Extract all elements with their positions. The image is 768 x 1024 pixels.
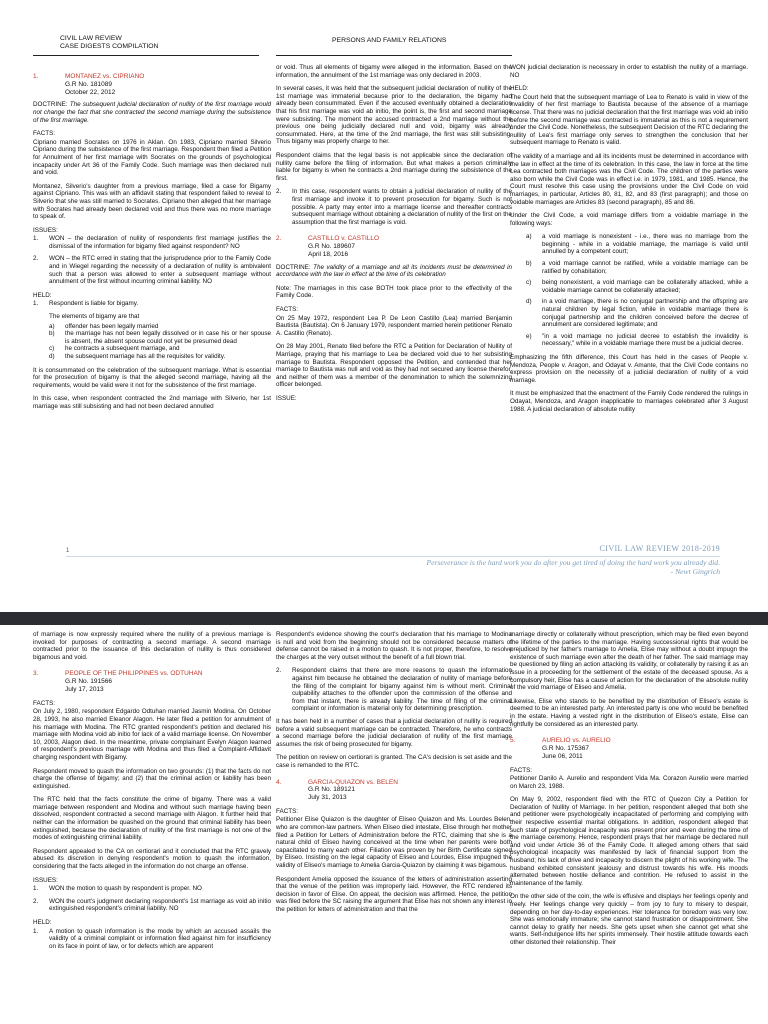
page-footer bbox=[0, 544, 768, 612]
header-subtitle: CASE DIGESTS COMPILATION bbox=[60, 43, 159, 50]
column-3: WON judicial declaration is necessary in order to establish the nullity of a marriage. NO HELD: The Court held that the subsequent marriage of Lea to Renato is valid in view of the invalidity of her first marriage to Bautista because of the absence of a marriage license. That there was no judicial declaration that the first marriage was void ab initio before the second marriage was contracted is immaterial as this is not a requirement under the Civil Code. Nonetheless, the subsequent Decision of the RTC declaring the nullity of Lea's first marriage only serves to strengthen the conclusion that her subsequent marriage to Renato is valid. The validity of a marriage and all its incidents must be determined in accordance with the law in effect at the time of its celebration. In this case, the law in force at the time Lea contracted both marriages was the Civil Code. The children of the parties were also born while the Civil Code was in effect i.e. in 1979, 1981, and 1985. Hence, the Court must resolve this case using the provisions under the Civil Code on void marriages, in particular, Articles 80, 81, 82, and 83 (first paragraph); and those on voidable marriages are Articles 83 (second paragraph), 85 and 86. Under the Civil Code, a void marriage differs from a voidable marriage in the following ways: a) a void marriage is nonexistent - i.e., there was no marriage from the beginning - while in a voidable marriage, the marriage is valid until annulled by a competent court; b) a void marriage cannot be ratified, while a voidable marriage can be ratified by cohabitation; c) being nonexistent, a void marriage can be collaterally attacked, while a voidable marriage cannot be collaterally attacked; d) in a void marriage, there is no conjugal partnership and the offspring are natural children by legal fiction, while in voidable marriage there is conjugal partnership and the children conceived before the decree of annulment are considered legitimate; and e) "in a void marriage no judicial decree to establish the invalidity is necessary," while in a voidable marriage there must be a judicial decree. Emphasizing the fifth difference, this Court has held in the cases of People v. Mendoza, People v. Aragon, and Odayat v. Amante, that the Civil Code contains no express provision on the necessity of a judicial declaration of nullity of a void marriage. It must be emphasized that the enactment of the Family Code rendered the rulings in Odayat, Mendoza, and Aragon inapplicable to marriages celebrated after 3 August 1988. A judicial declaration of absolute nullity bbox=[510, 64, 748, 413]
case-heading-2: 2. CASTILLO v. CASTILLO G.R No. 189607 April 18, 2016 bbox=[276, 235, 380, 258]
case-heading-3: 3. PEOPLE OF THE PHILIPPINES vs. ODTUHAN G.R No. 191566 July 17, 2013 bbox=[33, 670, 203, 693]
header-title: CIVIL LAW REVIEW bbox=[60, 35, 122, 42]
case-title: PEOPLE OF THE PHILIPPINES vs. ODTUHAN bbox=[65, 670, 203, 678]
case-title: MONTANEZ vs. CIPRIANO bbox=[65, 73, 145, 80]
column-3: marriage directly or collaterally without prescription, which may be filed even beyond the lifetime of the parties to the marriage. Having successional rights that would be prejudiced by her father's marriage to Amelia, Elise may without a doubt impugn the existence of such marriage even after the death of her father. The said marriage may be questioned by filing an action attacking its validity, or collaterally by raising it as an issue in a proceeding for the settlement of the estate of the deceased spouse. As a compulsory heir, Elise has a cause of action for the declaration of the absolute nullity of the void marriage of Eliseo and Amelia. Likewise, Elise who stands to be benefited by the distribution of Eliseo's estate is deemed to be an interested party. An interested party is one who would be benefited in the estate. Having a vested right in the distribution of Eliseo's estate, Elise can rightfully be considered as an interested party. 5. AURELIO vs. AURELIO G.R No. 175367 June 06, 2011 FACTS: Petitioner Danilo A. Aurelio and respondent Vida Ma. Corazon Aurelio were married on March 23, 1988. On May 9, 2002, respondent filed with the RTC of Quezon City a Petition for Declaration of Nullity of Marriage. In her petition, respondent alleged that both she and petitioner were psychologically incapacitated of performing and complying with their respective essential marital obligations. In addition, respondent alleged that such state of psychological incapacity was present prior and even during the time of the marriage ceremony. Hence, respondent prays that her marriage be declared null and void under Article 36 of the Family Code. It alleged among others that said psychological incapacity was manifested by lack of financial support from the husband; his lack of drive and incapacity to discern the plight of his working wife. The husband exhibited consistent jealousy and distrust towards his wife. His moods alternated between hostile defiance and contrition. He refused to assist in the maintenance of the family. On the other side of the coin, the wife is effusive and displays her feelings openly and freely. Her feelings change very quickly – from joy to fury to misery to despair, depending on her day-to-day experiences. Her tolerance for boredom was very low. She was emotionally immature; she cannot stand frustration or disappointment. She cannot delay to gratify her needs. She gets upset when she cannot get what she wants. Self-indulgence lifts her spirits immensely. Their hostile attitude towards each other distorted their relationship. Their bbox=[510, 631, 748, 946]
case-title: AURELIO vs. AURELIO bbox=[542, 737, 611, 745]
header-left bbox=[60, 35, 158, 51]
header-rule-center bbox=[276, 55, 512, 56]
page-number: 1 bbox=[66, 548, 70, 554]
doctrine: DOCTRINE: The subsequent judicial declaration of nullity of the first marriage would not change the fact that she contracted the second marriage during the subsistence of the first marriage. bbox=[33, 101, 272, 124]
header-rule-left bbox=[33, 55, 259, 56]
header-center: PERSONS AND FAMILY RELATIONS bbox=[332, 37, 447, 44]
doctrine: DOCTRINE: The validity of a marriage and all its incidents must be determined in accordance with the law in effect at the time of its celebration bbox=[276, 263, 513, 279]
footer-rule bbox=[66, 556, 720, 557]
case-title: CASTILLO v. CASTILLO bbox=[308, 235, 380, 243]
document-page-2 bbox=[0, 625, 768, 1024]
column-1: of marriage is now expressly required where the nullity of a previous marriage is invoked for purposes of contracting a second marriage. A second marriage contracted prior to the issuance of this declaration of nullity is thus considered bigamous and void. 3. PEOPLE OF THE PHILIPPINES vs. ODTUHAN G.R No. 191566 July 17, 2013 FACTS: On July 2, 1980, respondent Edgardo Odtuhan married Jasmin Modina. On October 28, 1993, he also married Eleanor Alagon. He later filed a petition for annulment of his marriage with Modina. The RTC granted respondent's petition and declared his marriage with Modina void ab initio for lack of a valid marriage license. On November 10, 2003, Alagon died. In the meantime, private complainant Evelyn Alagon learned of respondent's previous marriage with Modina and thus filed a Complaint-Affidavit charging respondent with Bigamy. Respondent moved to quash the information on two grounds: (1) that the facts do not charge the offense of bigamy; and (2) that the criminal action or liability has been extinguished. The RTC held that the facts constitute the crime of bigamy. There was a valid marriage between respondent and Modina and without such marriage having been dissolved, respondent contracted a second marriage with Alagon. It further held that neither can the information be quashed on the ground that criminal liability has been extinguished, because the declaration of nullity of the first marriage is not one of the modes of extinguishing criminal liability. Respondent appealed to the CA on certiorari and it concluded that the RTC gravely abused its discretion in denying respondent's motion to quash the information, considering that the facts alleged in the information do not charge an offense. ISSUES: 1. WON the motion to quash by respondent is proper. NO 2. WON the court's judgment declaring respondent's 1st marriage as void ab initio extinguished respondent's criminal liability. NO HELD: 1. A motion to quash information is the mode by which an accused assails the validity of a criminal complaint or information filed against him for insufficiency on its face in point of law, or for defects which are apparent bbox=[33, 631, 271, 950]
column-2: or void. Thus all elements of bigamy were alleged in the information. Based on the information, the annulment of the 1st marriage was only declared in 2003. In several cases, it was held that the subsequent judicial declaration of nullity of the 1st marriage was immaterial because prior to the declaration, the bigamy had already been consummated. Even if the accused eventually obtained a declaration that his first marriage was void ab initio, the point is, the first and second marriage were subsisting. The moment the accused contracted a 2nd marriage without the previous one being judicially declared null and void, bigamy was already consummated. Here, at the time of the 2nd marriage, the first was still subsisting. Thus bigamy was properly charge to her. Respondent claims that the legal basis is not applicable since the declaration of nullity came before the filing of information. But what makes a person criminally liable for bigamy is when he contracts a 2nd marriage during the subsistence of the first. 2. In this case, respondent wants to obtain a judicial declaration of nullity of the first marriage and invoke it to prevent prosecution for bigamy. Such is not possible. A party may enter into a marriage license and thereafter contracts subsequent marriage without obtaining a declaration of nullity of the first on the assumption that the first marriage is void. 2. CASTILLO v. CASTILLO G.R No. 189607 April 18, 2016 DOCTRINE: The validity of a marriage and all its incidents must be determined in accordance with the law in effect at the time of its celebration Note: The marriages in this case BOTH took place prior to the effectivity of the Family Code. FACTS: On 25 May 1972, respondent Lea P. De Leon Castillo (Lea) married Benjamin Bautista (Bautista). On 6 January 1979, respondent married herein petitioner Renato A. Castillo (Renato). On 28 May 2001, Renato filed before the RTC a Petition for Declaration of Nullity of Marriage, praying that his marriage to Lea be declared void due to her subsisting marriage to Bautista. Respondent opposed the Petition, and contended that her marriage to Bautista was null and void as they had not secured any license therefor, and neither of them was a member of the denomination to which the solemnizing officer belonged. ISSUE: bbox=[276, 64, 513, 402]
case-heading-4: 4. GARCIA-QUIAZON vs. BELEN G.R No. 189121 July 31, 2013 bbox=[276, 778, 398, 802]
column-2: Respondent's evidence showing the court's declaration that his marriage to Modina is null and void from the beginning should not be considered because matters of defense cannot be raised in a motion to quash. It is not proper, therefore, to resolve the charges at the very outset without the benefit of a full blown trial. 2. Respondent claims that there are more reasons to quash the information against him because he obtained the declaration of nullity of marriage before the filing of the complaint for bigamy against him is without merit. Criminal culpability attaches to the offender upon the commission of the offense and from that instant, there is already liability. The time of filing of the criminal complaint or information is material only for determining prescription. It has been held in a number of cases that a judicial declaration of nullity is required before a valid subsequent marriage can be contracted. Therefore, he who contracts a second marriage before the judicial declaration of nullity of the first marriage assumes the risk of being prosecuted for bigamy. The petition on review on certiorari is granted. The CA's decision is set aside and the case is remanded to the RTC. 4. GARCIA-QUIAZON vs. BELEN G.R No. 189121 July 31, 2013 FACTS: Petitioner Elise Quiazon is the daughter of Eliseo Quiazon and Ms. Lourdes Belen, who are common-law partners. When Eliseo died intestate, Elise through her mother filed a Petition for Letters of Administration before the RTC, claiming that she is a natural child of Eliseo having conceived at the time when her parents were both capacitated to marry each other. Filiation was proven by her Birth Certificate signed by Eliseo. Insisting on the legal capacity of Eliseo and Lourdes, Elise impugned the validity of Eliseo's marriage to Amelia Garcia-Quiazon by claiming it was bigamous. Respondent Amelia opposed the issuance of the letters of administration asserting that the venue of the petition was improperly laid. However, the RTC rendered its decision in favor of Elise. On appeal, the decision was affirmed. Hence, the petition was filed before the SC raising the argument that Elise has not shown any interest in the petition for letters of administration and that the bbox=[276, 631, 512, 914]
case-title: GARCIA-QUIAZON vs. BELEN bbox=[308, 778, 398, 786]
footer-quote: Perseverance is the hard work you do after you get tired of doing the hard work you already did. - Newt Gingrich bbox=[426, 558, 720, 577]
footer-title: CIVIL LAW REVIEW 2018-2019 bbox=[599, 544, 720, 553]
case-heading-5: 5. AURELIO vs. AURELIO G.R No. 175367 June 06, 2011 bbox=[510, 737, 611, 760]
column-1: 1. MONTANEZ vs. CIPRIANO G.R No. 181089 October 22, 2012 DOCTRINE: The subsequent judicial declaration of nullity of the first marriage would not change the fact that she contracted the second marriage during the subsistence of the first marriage. FACTS: Cipriano married Socrates on 1976 in Aklan. On 1983, Cipriano married Silverio Cipriano during the subsistence of the first marriage. Respondent then filed a Petition for Annulment of her first marriage with Socrates on the grounds of psychological incapacity under Art 36 of the Family Code. Such marriage was then declared null and void. Montanez, Silverio's daughter from a previous marriage, filed a case for Bigamy against Cipriano. This was with an affidavit stating that respondent failed to reveal to Silverio that she was still married to Socrates. Cipriano then alleged that her marriage with Socrates had already been declared void and thus there was no more marriage to speak of. ISSUES: 1. WON – the declaration of nullity of respondents first marriage justifies the dismissal of the information for bigamy filed against respondent? NO 2. WON – the RTC erred in stating that the jurisprudence prior to the Family Code and in Wiegel regarding the necessity of a declaration of nullity is ambivalent such that a person was allowed to enter a subsequent marriage without annulment of the first without incurring criminal liability. NO HELD: 1. Respondent is liable for bigamy. The elements of bigamy are that a) offender has been legally married b) the marriage has not been legally dissolved or in case his or her spouse is absent, the absent spouse could not yet be presumed dead c) he contracts a subsequent marriage, and d) the subsequent marriage has all the requisites for validity. It is consummated on the celebration of the subsequent marriage. What is essential for the prosecution of bigamy is that the alleged second marriage, having all the requirements, would be valid were it not for the subsistence of the first marriage. In this case, when respondent contracted the 2nd marriage with Silverio, her 1st marriage was still subsisting and had not been declared annulled bbox=[33, 73, 272, 410]
case-heading-1: 1. MONTANEZ vs. CIPRIANO G.R No. 181089 October 22, 2012 bbox=[33, 73, 145, 96]
